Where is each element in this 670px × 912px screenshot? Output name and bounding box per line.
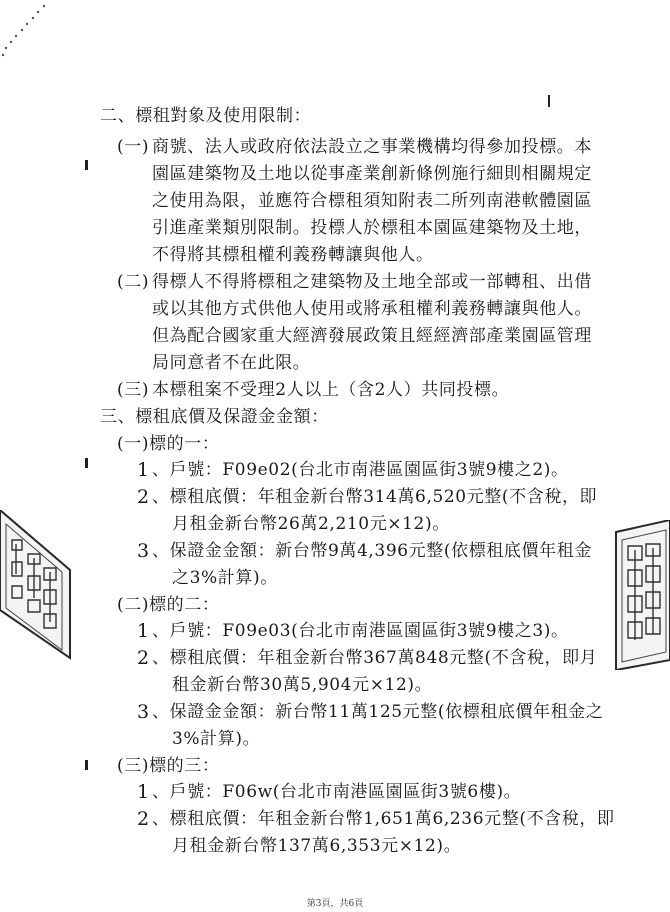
target-title: (三)標的三： — [117, 756, 220, 776]
item-text: 商號、法人或政府依法設立之事業機構均得參加投標。本 — [152, 137, 592, 157]
item-text: 局同意者不在此限。 — [152, 353, 311, 373]
target-title: (二)標的二： — [117, 595, 220, 615]
scan-punch-marks — [0, 0, 60, 70]
item-text: 之使用為限，並應符合標租須知附表二所列南港軟體園區 — [152, 191, 592, 211]
sub-item-text: 租金新台幣30萬5,904元×12)。 — [172, 675, 433, 695]
item-text: 或以其他方式供他人使用或將承租權利義務轉讓與他人。 — [152, 299, 592, 319]
sub-item-text: 、保證金金額：新台幣9萬4,396元整(依標租底價年租金 — [152, 541, 592, 561]
scan-mark — [548, 95, 550, 107]
section-heading: 三、標租底價及保證金金額： — [100, 407, 329, 427]
scan-mark — [85, 160, 88, 170]
sub-item-number: 1 — [137, 620, 150, 642]
sub-item-text: 月租金新台幣137萬6,353元×12)。 — [172, 836, 462, 856]
item-marker: (二) — [117, 272, 150, 292]
sub-item-text: 、標租底價：年租金新台幣314萬6,520元整(不含稅，即 — [152, 487, 598, 507]
item-marker: (一) — [117, 137, 150, 157]
sub-item-number: 2 — [137, 647, 150, 669]
scan-mark — [85, 458, 88, 468]
sub-item-number: 3 — [137, 701, 150, 723]
sub-item-text: 、戶號：F06w(台北市南港區園區街3號6樓)。 — [152, 782, 522, 802]
scan-mark — [85, 760, 88, 770]
item-text: 本標租案不受理2人以上（含2人）共同投標。 — [152, 380, 510, 400]
sub-item-number: 1 — [137, 459, 150, 481]
sub-item-text: 、戶號：F09e03(台北市南港區園區街3號9樓之3)。 — [152, 621, 569, 641]
seal-stamp-left — [0, 510, 72, 660]
page-number: 第3頁，共6頁 — [306, 899, 364, 909]
section-heading: 二、標租對象及使用限制： — [100, 106, 312, 126]
target-title: (一)標的一： — [117, 434, 220, 454]
sub-item-number: 1 — [137, 781, 150, 803]
item-text: 不得將其標租權利義務轉讓與他人。 — [152, 245, 434, 265]
sub-item-text: 、保證金金額：新台幣11萬125元整(依標租底價年租金之 — [152, 702, 604, 722]
sub-item-text: 、戶號：F09e02(台北市南港區園區街3號9樓之2)。 — [152, 460, 569, 480]
seal-stamp-right — [606, 520, 670, 670]
item-text: 園區建築物及土地以從事產業創新條例施行細則相關規定 — [152, 164, 592, 184]
item-text: 引進產業類別限制。投標人於標租本園區建築物及土地， — [152, 218, 592, 238]
item-text: 但為配合國家重大經濟發展政策且經經濟部產業園區管理 — [152, 326, 592, 346]
sub-item-text: 、標租底價：年租金新台幣1,651萬6,236元整(不含稅，即 — [152, 809, 615, 829]
item-marker: (三) — [117, 380, 150, 400]
sub-item-text: 月租金新台幣26萬2,210元×12)。 — [172, 514, 450, 534]
sub-item-number: 3 — [137, 540, 150, 562]
sub-item-text: 3%計算)。 — [172, 729, 261, 749]
sub-item-text: 之3%計算)。 — [172, 568, 278, 588]
item-text: 得標人不得將標租之建築物及土地全部或一部轉租、出借 — [152, 272, 592, 292]
sub-item-number: 2 — [137, 486, 150, 508]
sub-item-number: 2 — [137, 808, 150, 830]
sub-item-text: 、標租底價：年租金新台幣367萬848元整(不含稅，即月 — [152, 648, 598, 668]
